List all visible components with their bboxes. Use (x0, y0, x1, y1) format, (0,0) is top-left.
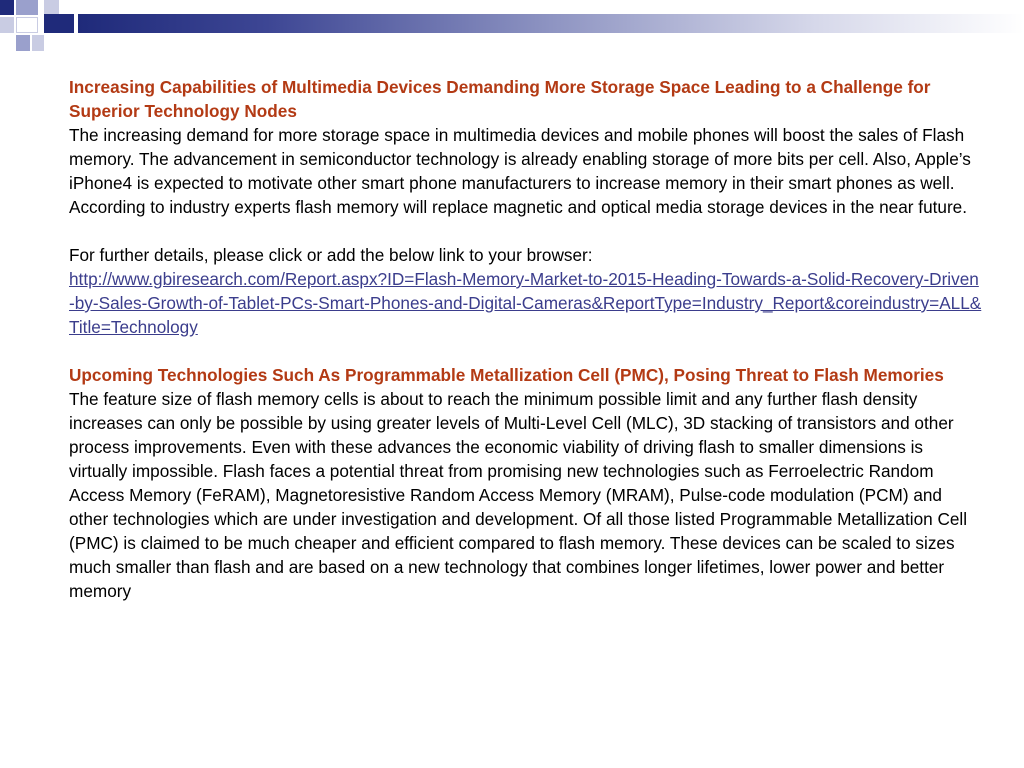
report-link[interactable]: http://www.gbiresearch.com/Report.aspx?ID=Flash-Memory-Market-to-2015-Heading-Towards-a-Solid-Recovery-Driven-by-Sales-Growth-of-Tablet-PCs-Smart-Phones-and-Digital-Cameras&ReportType=Industry_Report&coreindustry=ALL&Title=Technology (69, 269, 982, 337)
deco-square (16, 17, 38, 33)
section1-body: The increasing demand for more storage space in multimedia devices and mobile phones will boost the sales of Flash memory. The advancement in semiconductor technology is already enabling storage of more bits per cell. Also, Apple’s iPhone4 is expected to motivate other smart phone manufacturers to increase memory in their smart phones as well. According to industry experts flash memory will replace magnetic and optical media storage devices in the near future. (69, 125, 971, 217)
further-details-text: For further details, please click or add the below link to your browser: (69, 245, 593, 265)
spacer (69, 339, 984, 363)
deco-square (32, 35, 44, 51)
slide-content (69, 75, 984, 603)
deco-square (0, 0, 14, 15)
deco-square (0, 17, 14, 33)
section2-body: The feature size of flash memory cells is about to reach the minimum possible limit and any further flash density increases can only be possible by using greater levels of Multi-Level Cell (MLC), 3D stacking of transistors and other process improvements. Even with these advances the economic viability of driving flash to smaller dimensions is virtually impossible. Flash faces a potential threat from promising new technologies such as Ferroelectric Random Access Memory (FeRAM), Magnetoresistive Random Access Memory (MRAM), Pulse-code modulation (PCM) and other technologies which are under investigation and development. Of all those listed Programmable Metallization Cell (PMC) is claimed to be much cheaper and efficient compared to flash memory. These devices can be scaled to sizes much smaller than flash and are based on a new technology that combines longer lifetimes, lower power and better memory (69, 389, 968, 601)
header-gradient-bar (78, 14, 1024, 33)
spacer (69, 219, 984, 243)
deco-square (16, 35, 30, 51)
header-decoration (0, 0, 1024, 60)
report-link-paragraph (69, 267, 984, 339)
deco-square (16, 0, 38, 15)
section2-heading: Upcoming Technologies Such As Programmable Metallization Cell (PMC), Posing Threat to Flash Memories (69, 365, 944, 385)
section1-heading: Increasing Capabilities of Multimedia Devices Demanding More Storage Space Leading to a Challenge for Superior Technology Nodes (69, 77, 931, 121)
deco-square (44, 0, 59, 15)
deco-square (44, 14, 74, 33)
